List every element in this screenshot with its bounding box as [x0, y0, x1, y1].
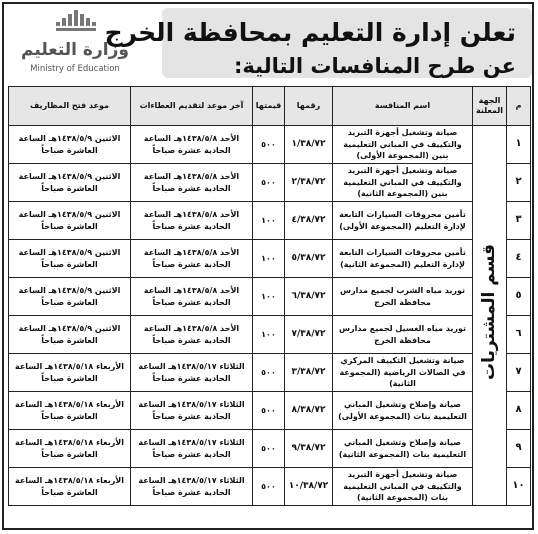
- tender-value: ١٠٠: [253, 202, 285, 240]
- tender-number: ٥/٣٨/٧٢: [285, 240, 333, 278]
- ministry-name-english: Ministry of Education: [30, 64, 120, 74]
- table-header-row: [9, 87, 531, 126]
- tender-opening: الأربعاء ١٤٣٨/٥/١٨هـ الساعة العاشرة صباحاً: [9, 468, 131, 506]
- tender-number: ١/٣٨/٧٢: [285, 126, 333, 164]
- row-index: ٩: [507, 430, 531, 468]
- tender-name: صيانة وإصلاح وتشغيل المباني التعليمية بنات (المجموعة الثانية): [333, 430, 473, 468]
- row-index: ٤: [507, 240, 531, 278]
- row-index: ٢: [507, 164, 531, 202]
- ministry-name-arabic: وزارة التعليم: [21, 40, 129, 60]
- tender-deadline: الأحد ١٤٣٨/٥/٨هـ الساعة الحادية عشرة صباحاً: [131, 164, 253, 202]
- row-index: ١: [507, 126, 531, 164]
- tender-name: صيانة وتشغيل التكييف المركزي في الصالات الرياضية (المجموعة الثانية): [333, 354, 473, 392]
- table-row: [9, 354, 531, 392]
- row-index: ١٠: [507, 468, 531, 506]
- col-header-number: م: [507, 87, 531, 126]
- tender-deadline: الثلاثاء ١٤٣٨/٥/١٧هـ الساعة الحادية عشرة صباحاً: [131, 354, 253, 392]
- table-row: [9, 430, 531, 468]
- row-index: ٥: [507, 278, 531, 316]
- header-banner: [104, 8, 532, 78]
- col-header-tender-name: اسم المنافسة: [333, 87, 473, 126]
- tender-opening: الأربعاء ١٤٣٨/٥/١٨هـ الساعة العاشرة صباحاً: [9, 430, 131, 468]
- tender-name: توريد مياه الغسيل لجميع مدارس محافظة الخرج: [333, 316, 473, 354]
- tender-name: توريد مياه الشرب لجميع مدارس محافظة الخرج: [333, 278, 473, 316]
- table-row: [9, 278, 531, 316]
- col-header-opening: موعد فتح المظاريف: [9, 87, 131, 126]
- tender-opening: الاثنين ١٤٣٨/٥/٩هـ الساعة العاشرة صباحاً: [9, 240, 131, 278]
- tender-name: صيانة وتشغيل أجهزة التبريد والتكييف في المباني التعليمية بنين (المجموعة الأولى): [333, 126, 473, 164]
- table-row: [9, 126, 531, 164]
- table-row: [9, 164, 531, 202]
- page-title: تعلن إدارة التعليم بمحافظة الخرج: [104, 18, 516, 47]
- row-index: ٦: [507, 316, 531, 354]
- page-subtitle: عن طرح المنافسات التالية:: [233, 54, 516, 78]
- tender-number: ٩/٣٨/٧٢: [285, 430, 333, 468]
- tender-opening: الأربعاء ١٤٣٨/٥/١٨هـ الساعة العاشرة صباحاً: [9, 354, 131, 392]
- ministry-of-education-logo-icon: [52, 8, 102, 34]
- tender-name: صيانة وتشغيل أجهزة التبريد والتكييف في المباني التعليمية بنات (المجموعة الثانية): [333, 468, 473, 506]
- tender-value: ٥٠٠: [253, 392, 285, 430]
- tender-opening: الاثنين ١٤٣٨/٥/٩هـ الساعة العاشرة صباحاً: [9, 164, 131, 202]
- row-index: ٧: [507, 354, 531, 392]
- tender-value: ٥٠٠: [253, 164, 285, 202]
- tender-name: صيانة وإصلاح وتشغيل المباني التعليمية بنات (المجموعة الأولى): [333, 392, 473, 430]
- table-row: [9, 468, 531, 506]
- tender-value: ٥٠٠: [253, 354, 285, 392]
- tender-number: ٣/٣٨/٧٢: [285, 354, 333, 392]
- table-body: [9, 126, 531, 506]
- table-row: [9, 316, 531, 354]
- tender-value: ٥٠٠: [253, 468, 285, 506]
- tender-deadline: الأحد ١٤٣٨/٥/٨هـ الساعة الحادية عشرة صباحاً: [131, 202, 253, 240]
- tender-value: ١٠٠: [253, 240, 285, 278]
- tender-deadline: الأحد ١٤٣٨/٥/٨هـ الساعة الحادية عشرة صباحاً: [131, 316, 253, 354]
- tender-opening: الاثنين ١٤٣٨/٥/٩هـ الساعة العاشرة صباحاً: [9, 278, 131, 316]
- tender-name: تأمين محروقات السيارات التابعة لإدارة التعليم (المجموعة الأولى): [333, 202, 473, 240]
- tender-opening: الاثنين ١٤٣٨/٥/٩هـ الساعة العاشرة صباحاً: [9, 316, 131, 354]
- tender-number: ٧/٣٨/٧٢: [285, 316, 333, 354]
- tender-number: ٦/٣٨/٧٢: [285, 278, 333, 316]
- tender-value: ٥٠٠: [253, 430, 285, 468]
- table-row: [9, 202, 531, 240]
- table-row: [9, 240, 531, 278]
- tender-number: ٨/٣٨/٧٢: [285, 392, 333, 430]
- col-header-value: قيمتها: [253, 87, 285, 126]
- table-row: [9, 392, 531, 430]
- tender-deadline: الثلاثاء ١٤٣٨/٥/١٧هـ الساعة الحادية عشرة صباحاً: [131, 430, 253, 468]
- tender-number: ٤/٣٨/٧٢: [285, 202, 333, 240]
- tender-value: ١٠٠: [253, 316, 285, 354]
- tender-number: ١٠/٣٨/٧٢: [285, 468, 333, 506]
- col-header-department: الجهة المعلنة: [473, 87, 507, 126]
- tender-value: ١٠٠: [253, 278, 285, 316]
- tender-name: تأمين محروقات السيارات التابعة لإدارة التعليم (المجموعة الثانية): [333, 240, 473, 278]
- department-cell: [473, 126, 507, 506]
- tender-opening: الاثنين ١٤٣٨/٥/٩هـ الساعة العاشرة صباحاً: [9, 202, 131, 240]
- tender-deadline: الثلاثاء ١٤٣٨/٥/١٧هـ الساعة الحادية عشرة صباحاً: [131, 468, 253, 506]
- row-index: ٨: [507, 392, 531, 430]
- tender-deadline: الثلاثاء ١٤٣٨/٥/١٧هـ الساعة الحادية عشرة صباحاً: [131, 392, 253, 430]
- col-header-deadline: آخر موعد لتقديم العطاءات: [131, 87, 253, 126]
- tenders-table: [8, 86, 531, 506]
- tender-opening: الاثنين ١٤٣٨/٥/٩هـ الساعة العاشرة صباحاً: [9, 126, 131, 164]
- tender-deadline: الأحد ١٤٣٨/٥/٨هـ الساعة الحادية عشرة صباحاً: [131, 240, 253, 278]
- tender-value: ٥٠٠: [253, 126, 285, 164]
- col-header-tender-number: رقمها: [285, 87, 333, 126]
- tender-number: ٢/٣٨/٧٢: [285, 164, 333, 202]
- department-label: قسم المشتريات: [479, 243, 500, 380]
- tender-deadline: الأحد ١٤٣٨/٥/٨هـ الساعة الحادية عشرة صباحاً: [131, 126, 253, 164]
- tender-deadline: الأحد ١٤٣٨/٥/٨هـ الساعة الحادية عشرة صباحاً: [131, 278, 253, 316]
- tender-opening: الأربعاء ١٤٣٨/٥/١٨هـ الساعة العاشرة صباحاً: [9, 392, 131, 430]
- tender-name: صيانة وتشغيل أجهزة التبريد والتكييف في المباني التعليمية بنين (المجموعة الثانية): [333, 164, 473, 202]
- row-index: ٣: [507, 202, 531, 240]
